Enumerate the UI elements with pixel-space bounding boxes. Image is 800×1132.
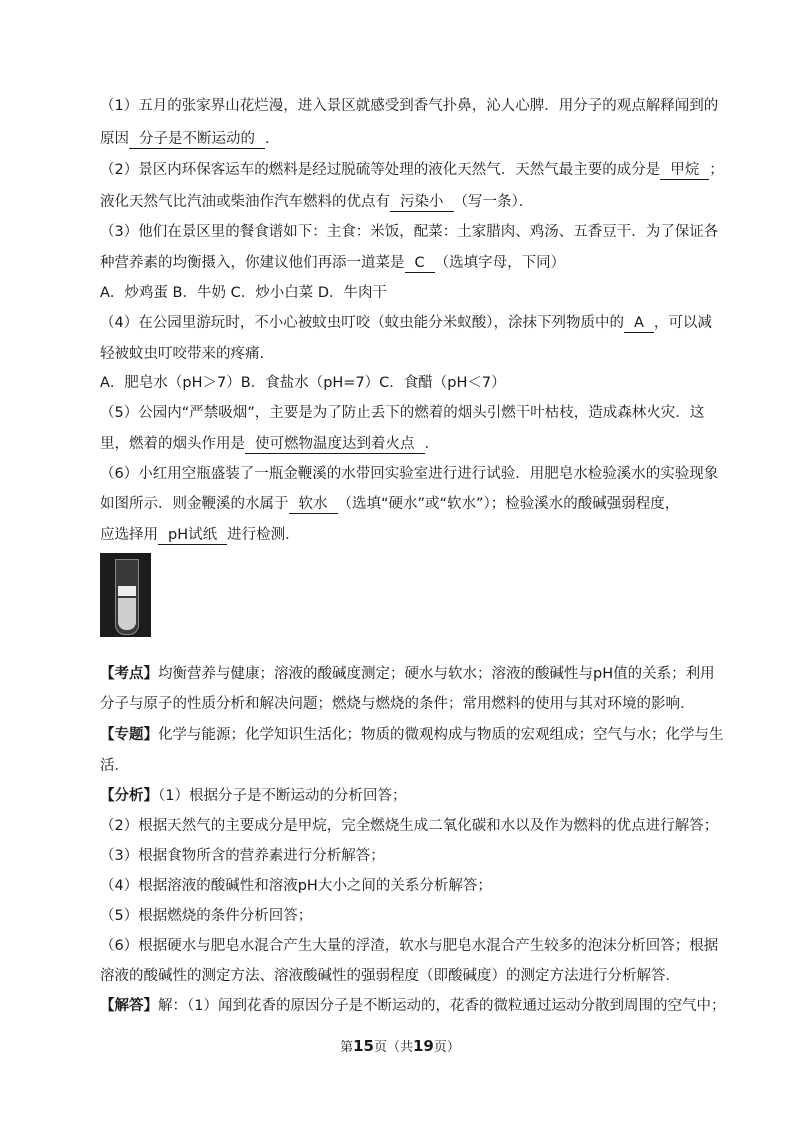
q6-answer1: 软水 bbox=[289, 496, 338, 514]
fenxi-4: （4）根据溶液的酸碱性和溶液pH大小之间的关系分析解答； bbox=[100, 878, 492, 894]
q6-line1: （6）小红用空瓶盛装了一瓶金鞭溪的水带回实验室进行进行试验．用肥皂水检验溪水的实验现象 bbox=[100, 466, 719, 482]
q2-answer2: 污染小 bbox=[390, 194, 454, 212]
q4-line1: （4）在公园里游玩时，不小心被蚊虫叮咬（蚊虫能分米蚁酸），涂抹下列物质中的 A ，可以减 bbox=[100, 315, 712, 331]
fenxi-line1: 【分析】（1）根据分子是不断运动的分析回答； bbox=[100, 788, 407, 804]
q6-line2: 如图所示．则金鞭溪的水属于 软水 （选填“硬水”或“软水”）；检验溪水的酸碱强弱程度， bbox=[100, 496, 680, 512]
q4-options: A．肥皂水（pH＞7）B．食盐水（pH=7）C．食醋（pH＜7） bbox=[100, 375, 506, 391]
q5-answer: 使可燃物温度达到着火点 bbox=[245, 436, 425, 454]
zhuanti-line2: 活． bbox=[100, 758, 129, 774]
page-number: 15 bbox=[353, 1037, 374, 1055]
kaodian-line1: 【考点】均衡营养与健康；溶液的酸碱度测定；硬水与软水；溶液的酸碱性与pH值的关系；利用 bbox=[100, 666, 715, 682]
q3-line1: （3）他们在景区里的餐食谱如下：主食：米饭，配菜：土家腊肉、鸡汤、五香豆干．为了保证各 bbox=[100, 224, 719, 240]
kaodian-line2: 分子与原子的性质分析和解决问题；燃烧与燃烧的条件；常用燃料的使用与其对环境的影响． bbox=[100, 696, 695, 712]
test-tube-icon bbox=[115, 559, 139, 635]
zhuanti-label: 【专题】 bbox=[100, 727, 158, 743]
fenxi-label: 【分析】 bbox=[100, 788, 158, 804]
fenxi-2: （2）根据天然气的主要成分是甲烷，完全燃烧生成二氧化碳和水以及作为燃料的优点进行解答； bbox=[100, 818, 719, 834]
q2-line1: （2）景区内环保客运车的燃料是经过脱硫等处理的液化天然气．天然气最主要的成分是 甲烷 ； bbox=[100, 162, 724, 178]
q1-answer: 分子是不断运动的 bbox=[129, 131, 265, 149]
q5-line1: （5）公园内“严禁吸烟”，主要是为了防止丢下的燃着的烟头引燃干叶枯枝，造成森林火灾．这 bbox=[100, 405, 705, 421]
q1-line1: （1）五月的张家界山花烂漫，进入景区就感受到香气扑鼻，沁人心脾．用分子的观点解释闻到的 bbox=[100, 98, 719, 114]
test-tube-photo bbox=[100, 553, 151, 637]
q4-line2: 轻被蚊虫叮咬带来的疼痛． bbox=[100, 346, 274, 362]
q3-line2: 种营养素的均衡摄入，你建议他们再添一道菜是 C （选填字母，下同） bbox=[100, 255, 566, 271]
q1-line2: 原因 分子是不断运动的 ． bbox=[100, 131, 280, 147]
fenxi-3: （3）根据食物所含的营养素进行分析解答； bbox=[100, 848, 385, 864]
q2-line2: 液化天然气比汽油或柴油作汽车燃料的优点有 污染小 （写一条）． bbox=[100, 194, 534, 210]
q3-answer: C bbox=[405, 255, 435, 273]
q5-line2: 里，燃着的烟头作用是 使可燃物温度达到着火点 ． bbox=[100, 436, 439, 452]
q3-options: A．炒鸡蛋 B．牛奶 C．炒小白菜 D．牛肉干 bbox=[100, 285, 387, 301]
zhuanti-line1: 【专题】化学与能源；化学知识生活化；物质的微观构成与物质的宏观组成；空气与水；化学与生 bbox=[100, 727, 724, 743]
jieda-label: 【解答】 bbox=[100, 998, 158, 1014]
kaodian-label: 【考点】 bbox=[100, 666, 158, 682]
q2-answer1: 甲烷 bbox=[660, 162, 709, 180]
fenxi-6-line1: （6）根据硬水与肥皂水混合产生大量的浮渣，软水与肥皂水混合产生较多的泡沫分析回答；根据 bbox=[100, 938, 719, 954]
q6-answer2: pH试纸 bbox=[158, 527, 227, 545]
page-footer: 第15页（共19页） bbox=[340, 1037, 460, 1055]
q4-answer: A bbox=[624, 315, 654, 333]
q6-line3: 应选择用 pH试纸 进行检测． bbox=[100, 527, 300, 543]
fenxi-5: （5）根据燃烧的条件分析回答； bbox=[100, 908, 313, 924]
jieda-line1: 【解答】解：（1）闻到花香的原因分子是不断运动的，花香的微粒通过运动分散到周围的空气中； bbox=[100, 998, 726, 1014]
fenxi-6-line2: 溶液的酸碱性的测定方法、溶液酸碱性的强弱程度（即酸碱度）的测定方法进行分析解答． bbox=[100, 968, 680, 984]
page-total: 19 bbox=[413, 1037, 434, 1055]
